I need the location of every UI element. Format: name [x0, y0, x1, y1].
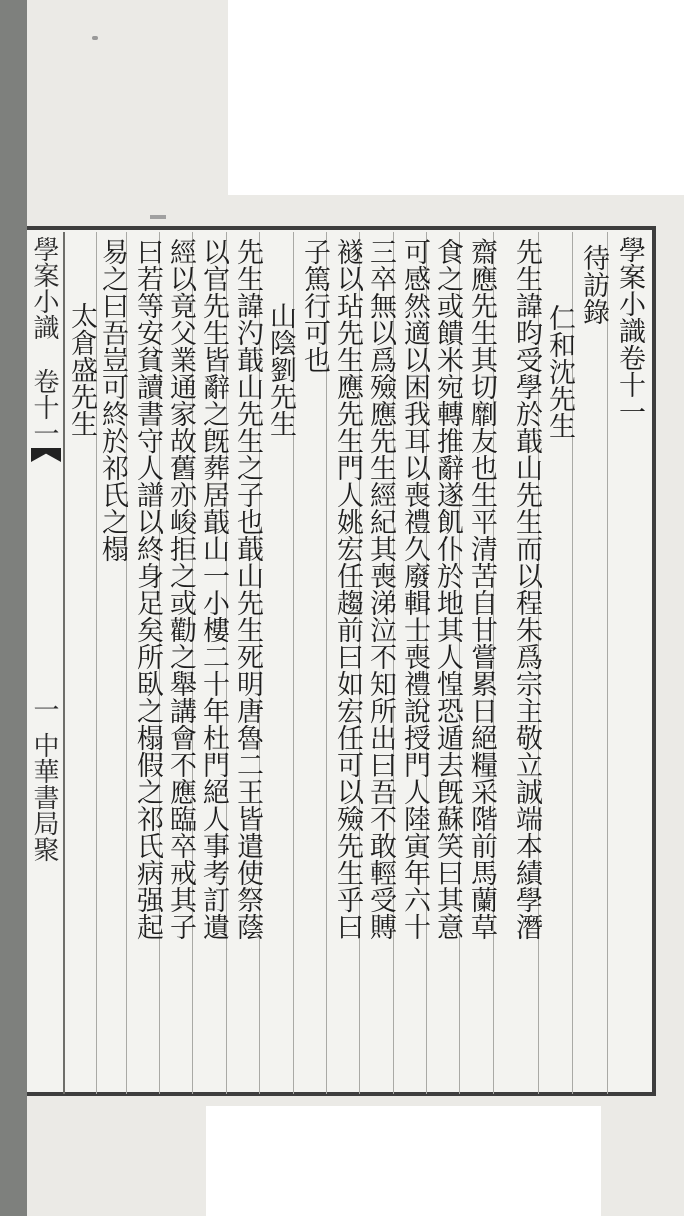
scan-left-edge — [0, 0, 27, 1216]
text-column: 經以竟父業通家故舊亦峻拒之或勸之舉講會不應臨卒戒其子 — [165, 238, 196, 940]
text-column: 先生諱汋蕺山先生之子也蕺山先生死明唐魯二王皆遣使祭蔭 — [232, 238, 263, 940]
biography-heading: 山陰劉先生 — [265, 302, 296, 437]
text-column: 子篤行可也 — [299, 238, 330, 373]
text-column: 以官先生皆辭之旣葬居蕺山一小樓二十年杜門絕人事考訂遺 — [198, 238, 229, 940]
text-column: 可感然適以困我耳以喪禮久廢輯士喪禮說授門人陸寅年六十 — [399, 238, 430, 940]
text-column: 易之曰吾豈可終於祁氏之榻 — [97, 238, 128, 562]
section-heading: 待訪錄 — [578, 244, 609, 325]
biography-heading: 太倉盛先生 — [66, 302, 97, 437]
margin-volume: 卷十一 — [29, 368, 59, 446]
text-column: 食之或饋米宛轉推辭遂飢仆於地其人惶恐遁去旣蘇笑曰其意 — [432, 238, 463, 940]
margin-page-number: 一 — [29, 696, 59, 722]
text-column: 先生諱昀受學於蕺山先生而以程朱爲宗主敬立誠端本績學潛 — [511, 238, 542, 940]
biography-heading: 仁和沈先生 — [544, 304, 575, 439]
text-column: 襚以玷先生應先生門人姚宏任趨前曰如宏任可以殮先生乎曰 — [332, 238, 363, 940]
scan-blank-bottom — [206, 1106, 601, 1216]
text-column: 曰若等安貧讀書守人譜以終身足矣所臥之榻假之祁氏病强起 — [132, 238, 163, 940]
book-margin — [27, 236, 63, 1094]
ink-speck — [150, 215, 166, 219]
scan-blank-top — [228, 0, 684, 195]
margin-publisher: 中華書局聚 — [29, 732, 59, 862]
ink-speck — [92, 36, 98, 40]
text-column: 三卒無以爲殮應先生經紀其喪涕泣不知所出曰吾不敢輕受賻 — [365, 238, 396, 940]
text-column: 齋應先生其切劘友也生平清苦自甘嘗累日絕糧采階前馬蘭草 — [466, 238, 497, 940]
margin-book-title: 學案小識 — [29, 236, 59, 340]
volume-title: 學案小識卷十一 — [614, 236, 645, 425]
